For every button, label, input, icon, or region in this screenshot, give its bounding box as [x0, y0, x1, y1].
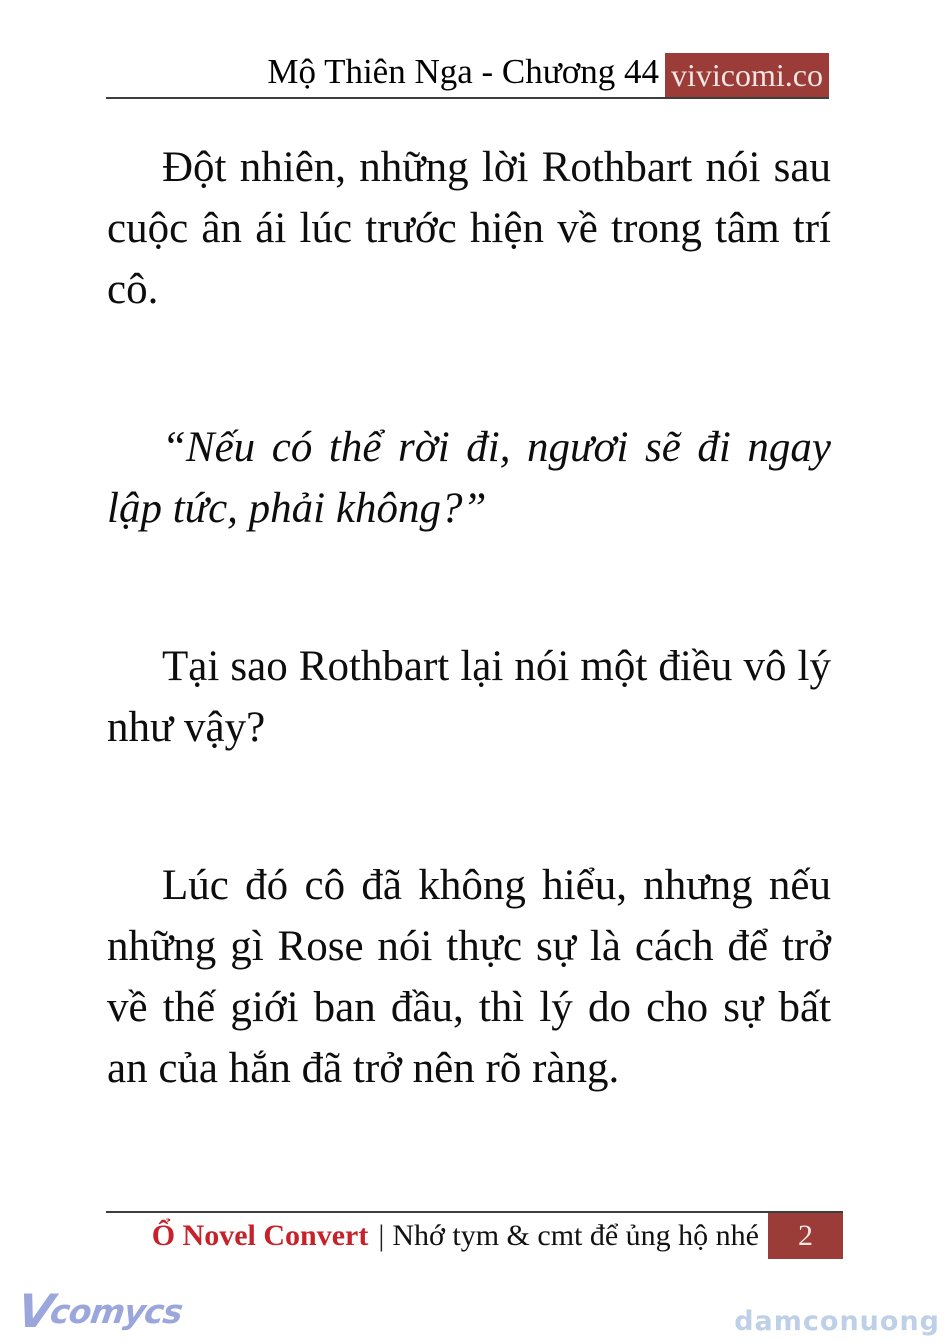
footer-note: Nhớ tym & cmt để ủng hộ nhé: [392, 1219, 759, 1252]
paragraph: Lúc đó cô đã không hiểu, nhưng nếu những gì Rose nói thực sự là cách để trở về thế giới ban đầu, thì lý do cho sự bất an của hắn đã trở nên rõ ràng.: [107, 862, 831, 1092]
damconuong-watermark: damconuong: [734, 1306, 940, 1337]
page-footer: [106, 1211, 843, 1259]
page-header: [106, 0, 829, 99]
footer-separator: |: [378, 1219, 385, 1252]
site-badge: vivicomi.co: [665, 53, 829, 97]
paragraph: Đột nhiên, những lời Rothbart nói sau cuộc ân ái lúc trước hiện về trong tâm trí cô.: [107, 144, 831, 313]
page-number-badge: 2: [768, 1213, 843, 1259]
footer-credit: [152, 1213, 759, 1259]
vcomycs-logo-v: V: [14, 1284, 57, 1338]
paragraph-quote: “Nếu có thể rời đi, ngươi sẽ đi ngay lập tức, phải không?”: [107, 424, 831, 532]
paragraph: Tại sao Rothbart lại nói một điều vô lý như vậy?: [107, 643, 831, 751]
translator-group-name: Ổ Novel Convert: [151, 1219, 369, 1252]
chapter-title: Mộ Thiên Nga - Chương 44: [267, 52, 659, 91]
vcomycs-watermark-logo: [14, 1284, 185, 1338]
vcomycs-logo-text: comycs: [47, 1292, 185, 1331]
chapter-text: [107, 98, 831, 1196]
